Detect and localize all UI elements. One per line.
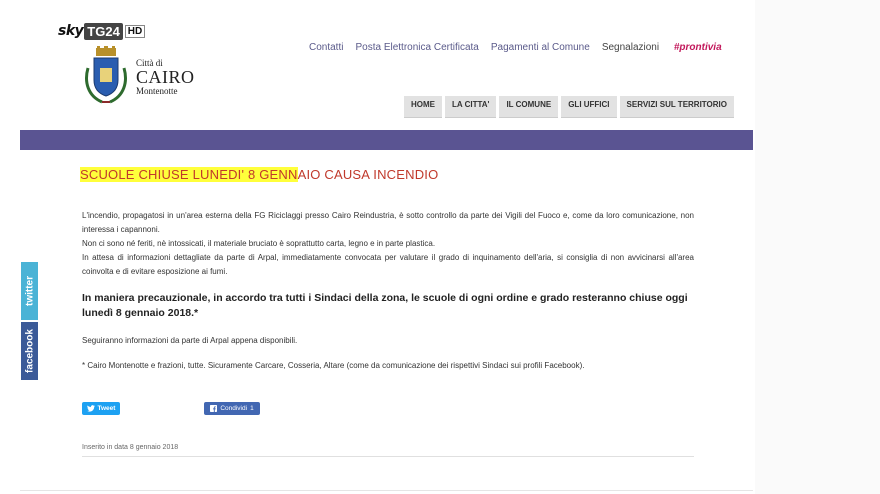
- main-nav: [404, 96, 737, 118]
- top-links: [309, 42, 746, 53]
- city-sub-name: Montenotte: [136, 86, 178, 96]
- tv-sky-text: sky: [58, 23, 84, 39]
- side-twitter-label: twitter: [24, 276, 35, 306]
- city-name[interactable]: [136, 58, 195, 96]
- segnalazioni-tag: #prontivia: [673, 42, 722, 53]
- side-facebook-label: facebook: [24, 329, 35, 373]
- city-main-name: CAIRO: [136, 67, 195, 87]
- side-twitter-tab[interactable]: [21, 262, 38, 320]
- side-facebook-tab[interactable]: [21, 322, 38, 380]
- nav-gli-uffici[interactable]: GLI UFFICI: [561, 96, 616, 118]
- article-intro: [82, 209, 694, 279]
- tv-watermark-logo: [58, 22, 145, 40]
- article-title: [80, 167, 438, 182]
- title-highlighted-part: SCUOLE CHIUSE LUNEDI' 8 GENN: [80, 167, 298, 182]
- publish-date: Inserito in data 8 gennaio 2018: [82, 444, 179, 451]
- facebook-share-label: Condividi: [220, 405, 248, 412]
- bottom-divider-line: [20, 490, 753, 491]
- nav-servizi[interactable]: SERVIZI SUL TERRITORIO: [620, 96, 734, 118]
- tv-tg24-text: TG24: [84, 23, 123, 40]
- paragraph-school-closure: In maniera precauzionale, in accordo tra tutti i Sindaci della zona, le scuole di ogni ordine e grado resteranno chiuse oggi lunedì 8 gennaio 2018.*: [82, 292, 688, 319]
- link-pagamenti[interactable]: Pagamenti al Comune: [490, 42, 590, 53]
- link-contatti[interactable]: Contatti: [309, 42, 344, 53]
- nav-la-citta[interactable]: LA CITTA': [445, 96, 496, 118]
- tweet-button[interactable]: [82, 402, 120, 415]
- nav-il-comune[interactable]: IL COMUNE: [499, 96, 558, 118]
- city-prefix: Città di: [136, 58, 163, 68]
- paragraph-footnote: * Cairo Montenotte e frazioni, tutte. Sicuramente Carcare, Cosseria, Altare (come da comunicazione dei rispettivi Sindaci sui profili Facebook).: [82, 361, 585, 370]
- right-margin: [755, 0, 880, 494]
- divider-line: [82, 456, 694, 457]
- paragraph-arpal: In attesa di informazioni dettagliate da parte di Arpal, immediatamente convocata per valutare il grado di inquinamento dell'aria, si consiglia di non avvicinarsi all'area coinvolta e di evitare esposizione ai fumi.: [82, 253, 694, 276]
- link-segnalazioni[interactable]: [602, 42, 734, 53]
- purple-divider-bar: [20, 130, 753, 150]
- tv-hd-text: HD: [125, 25, 145, 38]
- city-crest-icon[interactable]: [82, 46, 130, 108]
- title-rest-part: AIO CAUSA INCENDIO: [297, 167, 439, 182]
- facebook-share-count: 1: [250, 405, 254, 412]
- link-pec[interactable]: Posta Elettronica Certificata: [355, 42, 479, 53]
- twitter-bird-icon: [87, 405, 95, 412]
- tweet-label: Tweet: [97, 405, 116, 412]
- paragraph-fire: L'incendio, propagatosi in un'area esterna della FG Riciclaggi presso Cairo Reindustria, è sotto controllo da parte dei Vigili del Fuoco e, come da loro comunicazione, non interessa i capannoni.: [82, 211, 694, 234]
- nav-home[interactable]: HOME: [404, 96, 442, 118]
- paragraph-injuries: Non ci sono né feriti, nè intossicati, il materiale bruciato è soprattutto carta, legno e in parte plastica.: [82, 239, 436, 248]
- paragraph-follow-up: Seguiranno informazioni da parte di Arpal appena disponibili.: [82, 336, 298, 345]
- facebook-f-icon: [210, 405, 217, 412]
- segnalazioni-label: Segnalazioni: [601, 42, 660, 53]
- facebook-share-button[interactable]: [204, 402, 260, 415]
